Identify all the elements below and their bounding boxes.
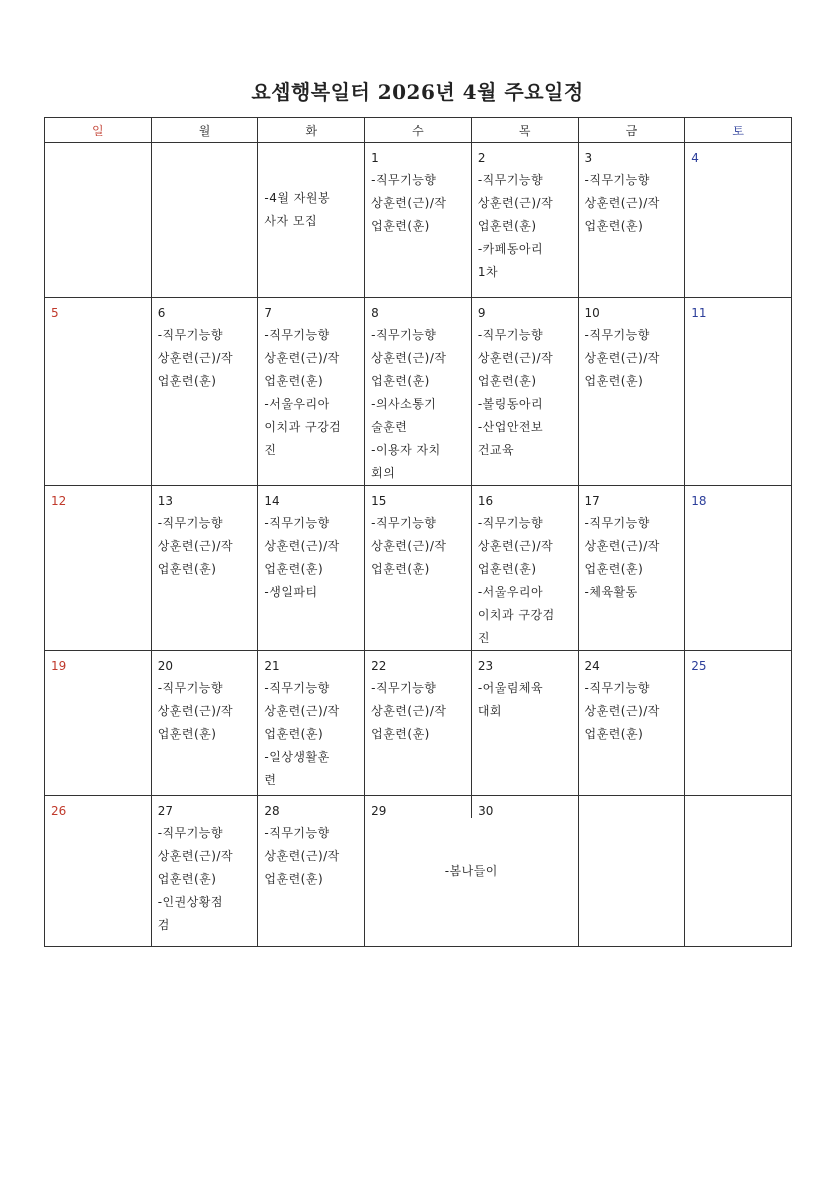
day-cell	[258, 298, 365, 486]
day-number: 11	[691, 306, 707, 320]
day-events: -직무기능향 상훈련(근)/작 업훈련(훈) -생일파티	[264, 516, 340, 599]
day-number: 1	[371, 151, 379, 165]
weekday-mon: 월	[151, 118, 258, 143]
day-cell	[685, 486, 792, 651]
weekday-sat: 토	[685, 118, 792, 143]
weekday-wed: 수	[365, 118, 472, 143]
spanning-event: -봄나들이	[444, 864, 498, 878]
day-number: 29	[371, 804, 387, 818]
day-cell	[45, 298, 152, 486]
day-number: 12	[51, 494, 67, 508]
day-cell	[471, 651, 578, 796]
day-number: 8	[371, 306, 379, 320]
day-cell	[365, 486, 472, 651]
day-number: 14	[264, 494, 280, 508]
day-cell-merged	[365, 796, 578, 947]
day-cell	[685, 143, 792, 298]
day-events: -직무기능향 상훈련(근)/작 업훈련(훈)	[157, 516, 234, 576]
day-cell	[471, 486, 578, 651]
day-cell	[365, 651, 472, 796]
day-cell	[471, 143, 578, 298]
day-events: -직무기능향 상훈련(근)/작 업훈련(훈)	[584, 328, 660, 388]
day-cell	[258, 486, 365, 651]
day-number: 2	[477, 151, 486, 165]
day-cell	[151, 796, 258, 947]
day-number: 28	[264, 804, 280, 818]
day-number: 7	[264, 306, 273, 320]
day-cell	[578, 486, 685, 651]
day-cell	[45, 796, 152, 947]
day-cell	[578, 796, 685, 947]
day-events: -직무기능향 상훈련(근)/작 업훈련(훈)	[584, 681, 660, 741]
day-number: 20	[157, 659, 173, 673]
day-events: -직무기능향 상훈련(근)/작 업훈련(훈) -의사소통기 술훈련 -이용자 자치 회의	[371, 328, 447, 480]
day-cell	[258, 796, 365, 947]
day-number: 21	[264, 659, 280, 673]
day-number: 13	[157, 494, 173, 508]
weekday-fri: 금	[578, 118, 685, 143]
weekday-tue: 화	[258, 118, 365, 143]
day-events: -직무기능향 상훈련(근)/작 업훈련(훈)	[371, 681, 447, 741]
day-events: -어울림체육 대회	[477, 681, 544, 718]
day-events: -직무기능향 상훈련(근)/작 업훈련(훈)	[584, 173, 660, 233]
day-number: 25	[691, 659, 707, 673]
day-number: 16	[477, 494, 494, 508]
day-number: 3	[584, 151, 593, 165]
day-cell	[151, 651, 258, 796]
day-cell	[685, 651, 792, 796]
cell-divider	[471, 796, 472, 818]
week-row-2	[45, 298, 792, 486]
calendar-table	[44, 117, 792, 947]
day-events: -직무기능향 상훈련(근)/작 업훈련(훈) -체육활동	[584, 516, 660, 599]
day-events: -직무기능향 상훈련(근)/작 업훈련(훈)	[371, 516, 447, 576]
day-events: -4월 자원봉 사자 모집	[264, 191, 331, 228]
day-cell	[685, 796, 792, 947]
day-cell	[578, 143, 685, 298]
day-number: 6	[157, 306, 166, 320]
page-title: 요셉행복일터 2026년 4월 주요일정	[251, 80, 584, 104]
day-events: -직무기능향 상훈련(근)/작 업훈련(훈) -서울우리아 이치과 구강검 진	[264, 328, 342, 457]
day-cell	[258, 651, 365, 796]
day-cell	[578, 298, 685, 486]
day-number: 5	[51, 306, 59, 320]
day-cell	[258, 143, 365, 298]
day-cell	[685, 298, 792, 486]
day-events: -직무기능향 상훈련(근)/작 업훈련(훈) -인권상황점 검	[157, 826, 234, 932]
day-events: -직무기능향 상훈련(근)/작 업훈련(훈) -일상생활훈 련	[264, 681, 340, 787]
weekday-sun: 일	[45, 118, 152, 143]
day-events: -직무기능향 상훈련(근)/작 업훈련(훈) -서울우리아 이치과 구강검 진	[477, 516, 555, 645]
day-cell	[151, 298, 258, 486]
day-number: 24	[584, 659, 600, 673]
day-number: 27	[157, 804, 173, 818]
day-number: 23	[477, 659, 494, 673]
day-number: 10	[584, 306, 600, 320]
day-number: 9	[477, 306, 486, 320]
week-row-3	[45, 486, 792, 651]
day-cell	[151, 486, 258, 651]
week-row-1	[45, 143, 792, 298]
day-number: 30	[478, 804, 494, 818]
week-row-4	[45, 651, 792, 796]
day-number: 19	[51, 659, 67, 673]
day-cell	[45, 486, 152, 651]
day-events: -직무기능향 상훈련(근)/작 업훈련(훈)	[264, 826, 340, 886]
day-cell	[365, 143, 472, 298]
day-number: 26	[51, 804, 67, 818]
week-row-5	[45, 796, 792, 947]
weekday-thu: 목	[471, 118, 578, 143]
day-events: -직무기능향 상훈련(근)/작 업훈련(훈)	[371, 173, 447, 233]
day-cell	[471, 298, 578, 486]
day-number: 4	[691, 151, 699, 165]
day-number: 18	[691, 494, 707, 508]
day-number: 17	[584, 494, 600, 508]
day-cell	[45, 143, 152, 298]
day-cell	[45, 651, 152, 796]
day-cell	[578, 651, 685, 796]
day-events: -직무기능향 상훈련(근)/작 업훈련(훈) -카페동아리 1차	[477, 173, 554, 279]
day-events: -직무기능향 상훈련(근)/작 업훈련(훈)	[157, 328, 234, 388]
day-cell	[365, 298, 472, 486]
day-number: 15	[371, 494, 387, 508]
day-events: -직무기능향 상훈련(근)/작 업훈련(훈) -볼링동아리 -산업안전보 건교육	[477, 328, 554, 457]
day-number: 22	[371, 659, 387, 673]
day-cell	[151, 143, 258, 298]
weekday-header-row	[45, 118, 792, 143]
day-events: -직무기능향 상훈련(근)/작 업훈련(훈)	[157, 681, 234, 741]
